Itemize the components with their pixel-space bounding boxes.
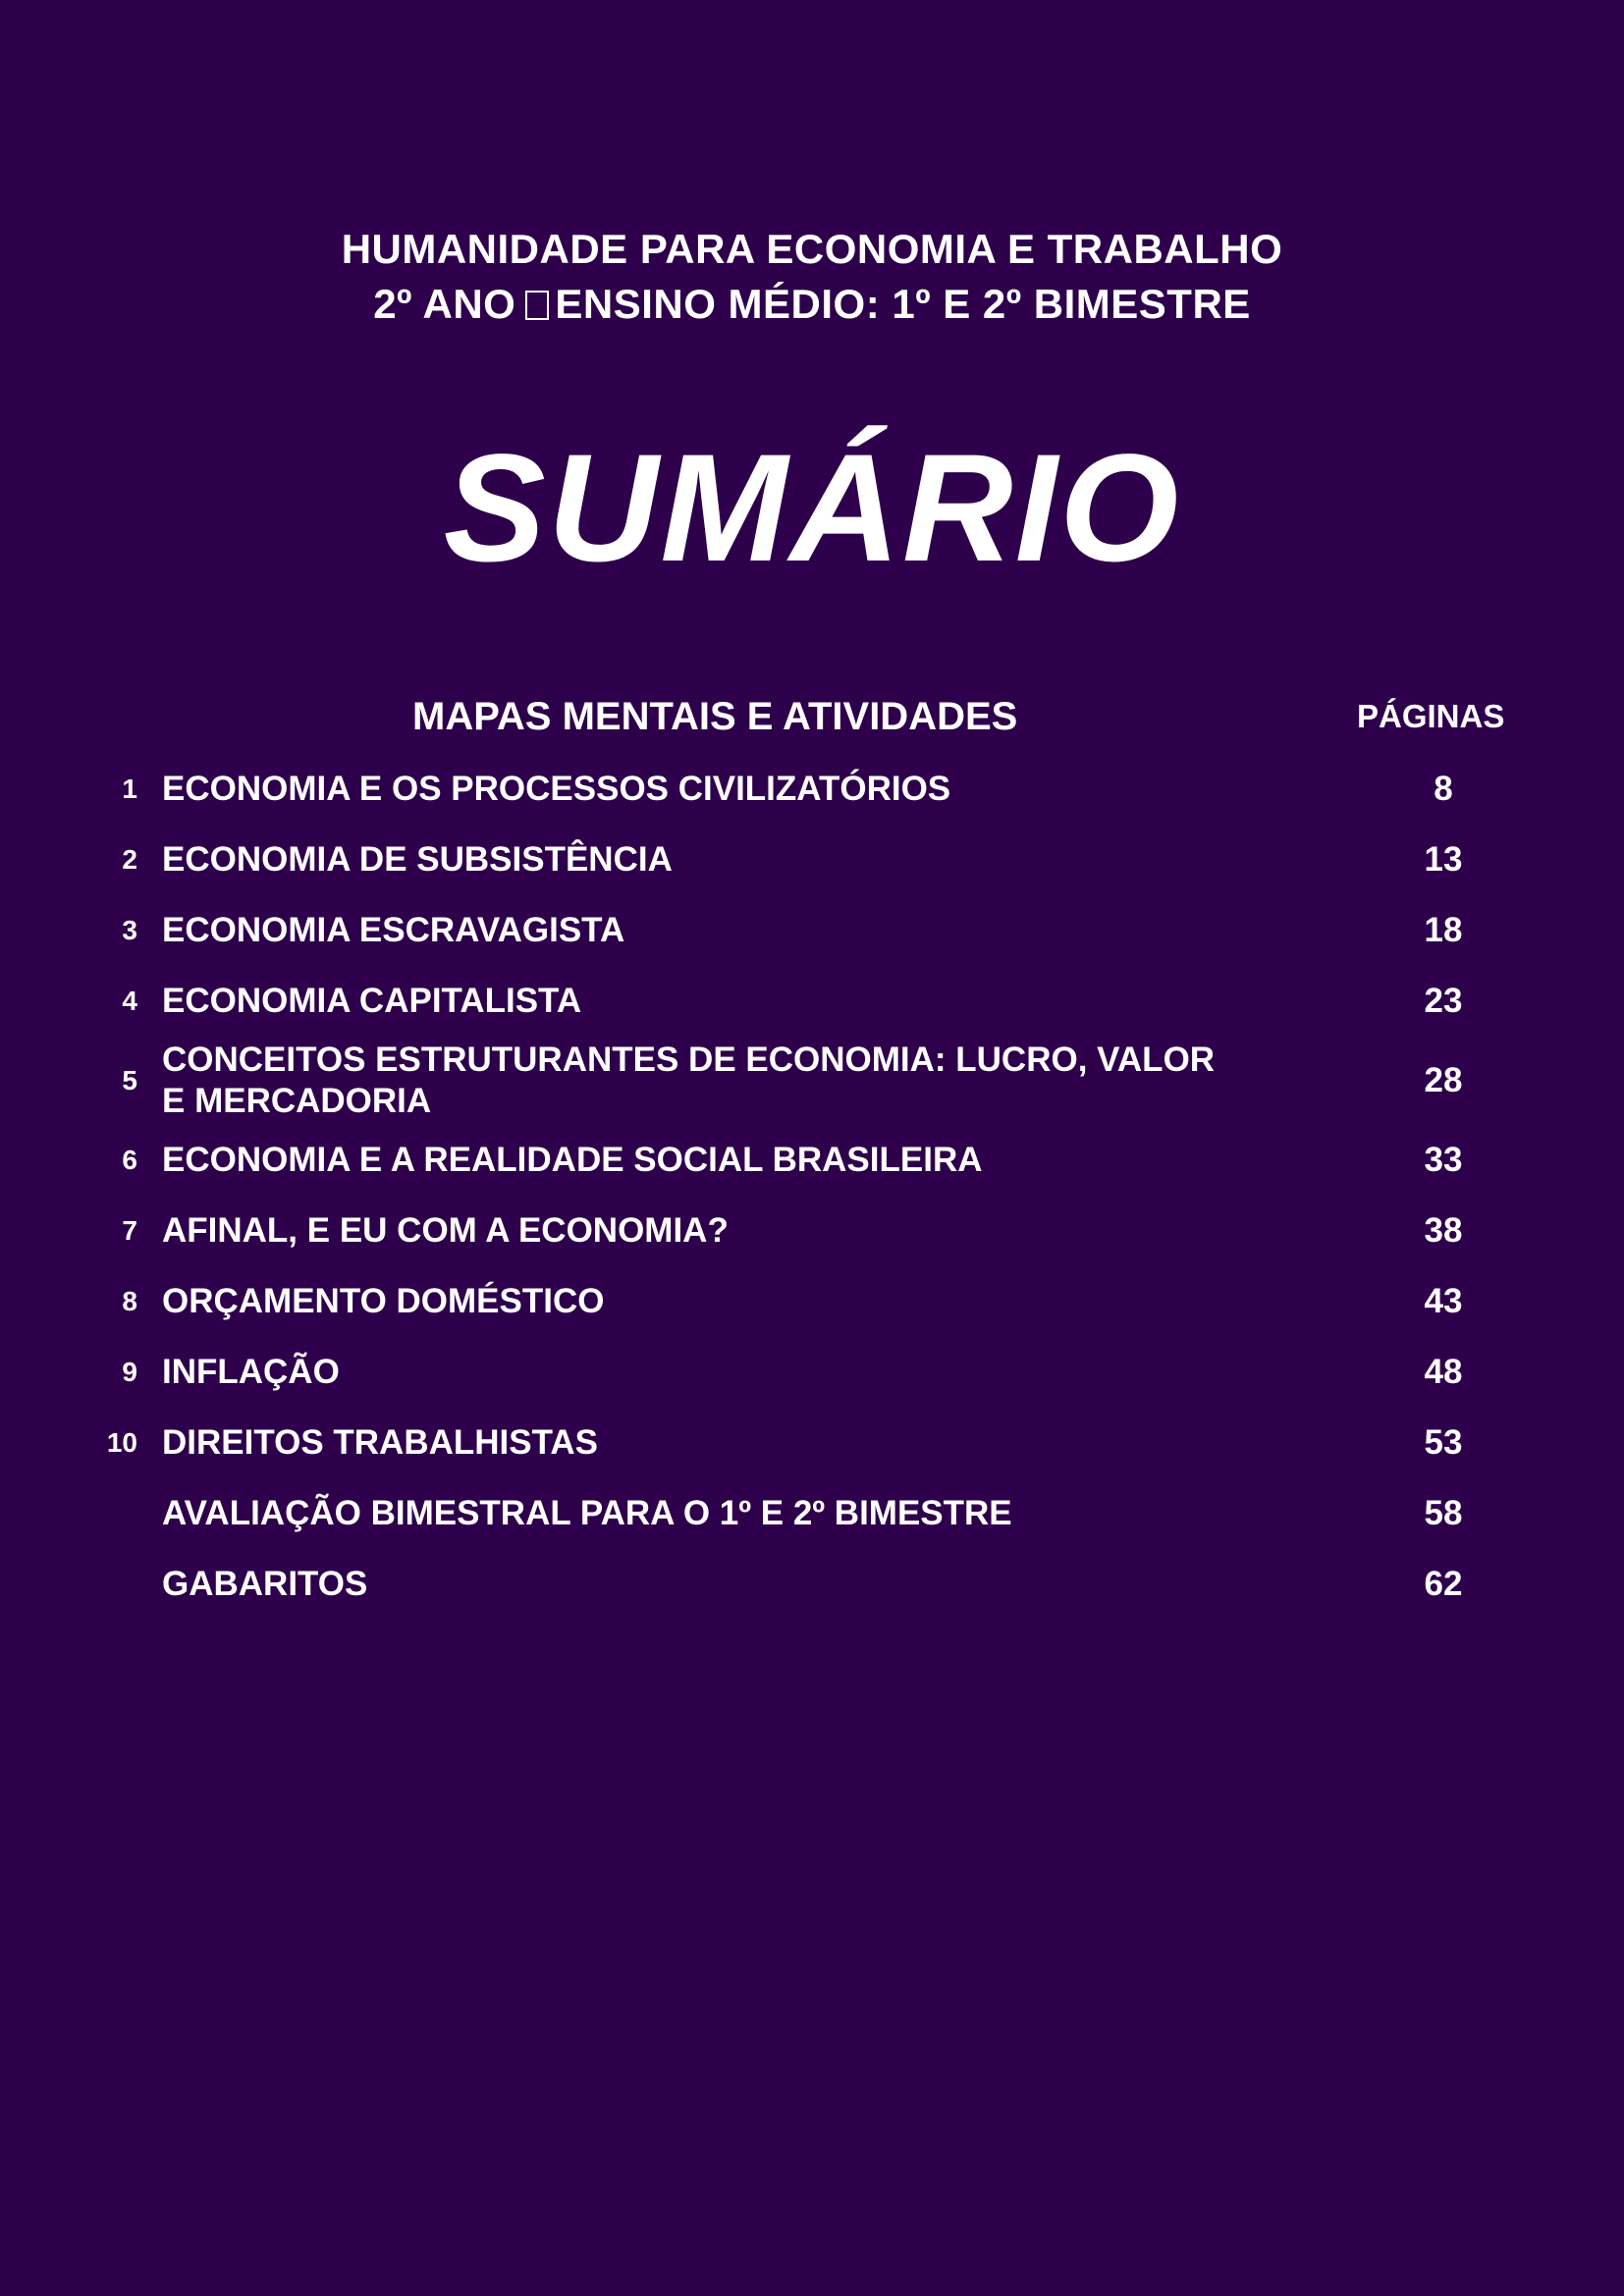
toc-column-pages: PÁGINAS	[1357, 698, 1505, 734]
toc-item-label-line: E MERCADORIA	[162, 1082, 432, 1120]
toc-item[interactable]	[0, 1266, 1624, 1337]
toc-item-page: 18	[1424, 911, 1463, 949]
toc-column-title: MAPAS MENTAIS E ATIVIDADES	[412, 695, 1018, 738]
toc-item-label: ECONOMIA E A REALIDADE SOCIAL BRASILEIRA	[162, 1141, 983, 1179]
course-subtitle	[0, 277, 1624, 332]
toc-item-number: 7	[122, 1215, 137, 1246]
toc-item-label: ECONOMIA ESCRAVAGISTA	[162, 911, 625, 949]
toc-item-label: ECONOMIA CAPITALISTA	[162, 982, 582, 1020]
page-title: SUMÁRIO	[443, 423, 1181, 594]
toc-item[interactable]	[0, 1549, 1624, 1620]
level-label: ENSINO MÉDIO: 1º E 2º BIMESTRE	[555, 281, 1251, 327]
missing-glyph-box	[525, 291, 549, 320]
toc-item-number: 9	[122, 1357, 137, 1387]
toc-item-label: AFINAL, E EU COM A ECONOMIA?	[162, 1211, 729, 1250]
toc-item[interactable]	[0, 1037, 1624, 1125]
toc-item[interactable]	[0, 966, 1624, 1037]
table-of-contents	[0, 754, 1624, 1620]
toc-item-number: 10	[106, 1427, 137, 1458]
toc-item[interactable]	[0, 1196, 1624, 1266]
toc-item-number	[98, 1549, 137, 1620]
toc-item-label: GABARITOS	[162, 1565, 368, 1603]
toc-item-page: 13	[1424, 840, 1463, 879]
toc-item[interactable]	[0, 1337, 1624, 1408]
toc-item-page: 23	[1424, 982, 1463, 1020]
toc-item-page: 48	[1424, 1353, 1463, 1391]
toc-item-label: DIREITOS TRABALHISTAS	[162, 1423, 598, 1462]
toc-item-number: 8	[122, 1286, 137, 1316]
toc-header	[0, 692, 1624, 741]
toc-item-page: 53	[1424, 1423, 1463, 1462]
toc-item-page: 43	[1424, 1282, 1463, 1320]
toc-item-number: 6	[122, 1145, 137, 1175]
toc-item[interactable]	[0, 1478, 1624, 1549]
toc-item-number: 4	[122, 986, 137, 1016]
toc-item-page: 58	[1424, 1494, 1463, 1532]
toc-item-label: ORÇAMENTO DOMÉSTICO	[162, 1282, 605, 1320]
toc-item-label-line: CONCEITOS ESTRUTURANTES DE ECONOMIA: LUCRO, VALOR	[162, 1041, 1216, 1079]
toc-item-number	[98, 1478, 137, 1549]
toc-item-number: 5	[122, 1065, 137, 1095]
course-title: HUMANIDADE PARA ECONOMIA E TRABALHO	[341, 226, 1283, 272]
toc-item-page: 8	[1434, 770, 1453, 808]
toc-item-page: 62	[1424, 1565, 1463, 1603]
toc-item-label: ECONOMIA DE SUBSISTÊNCIA	[162, 840, 673, 879]
toc-item-page: 28	[1424, 1061, 1463, 1099]
toc-item-label: INFLAÇÃO	[162, 1353, 340, 1391]
toc-item-label: ECONOMIA E OS PROCESSOS CIVILIZATÓRIOS	[162, 770, 951, 808]
toc-item[interactable]	[0, 754, 1624, 825]
toc-item-label	[162, 1037, 1350, 1125]
toc-item[interactable]	[0, 825, 1624, 895]
toc-item[interactable]	[0, 1408, 1624, 1478]
toc-item-number: 2	[122, 844, 137, 875]
toc-item-page: 33	[1424, 1141, 1463, 1179]
grade-label: 2º ANO	[373, 281, 516, 327]
toc-item[interactable]	[0, 1125, 1624, 1196]
toc-item-label: AVALIAÇÃO BIMESTRAL PARA O 1º E 2º BIMESTRE	[162, 1494, 1012, 1532]
toc-item[interactable]	[0, 895, 1624, 966]
toc-item-number: 3	[122, 915, 137, 945]
document-header	[0, 222, 1624, 332]
toc-item-number: 1	[122, 774, 137, 804]
toc-item-page: 38	[1424, 1211, 1463, 1250]
